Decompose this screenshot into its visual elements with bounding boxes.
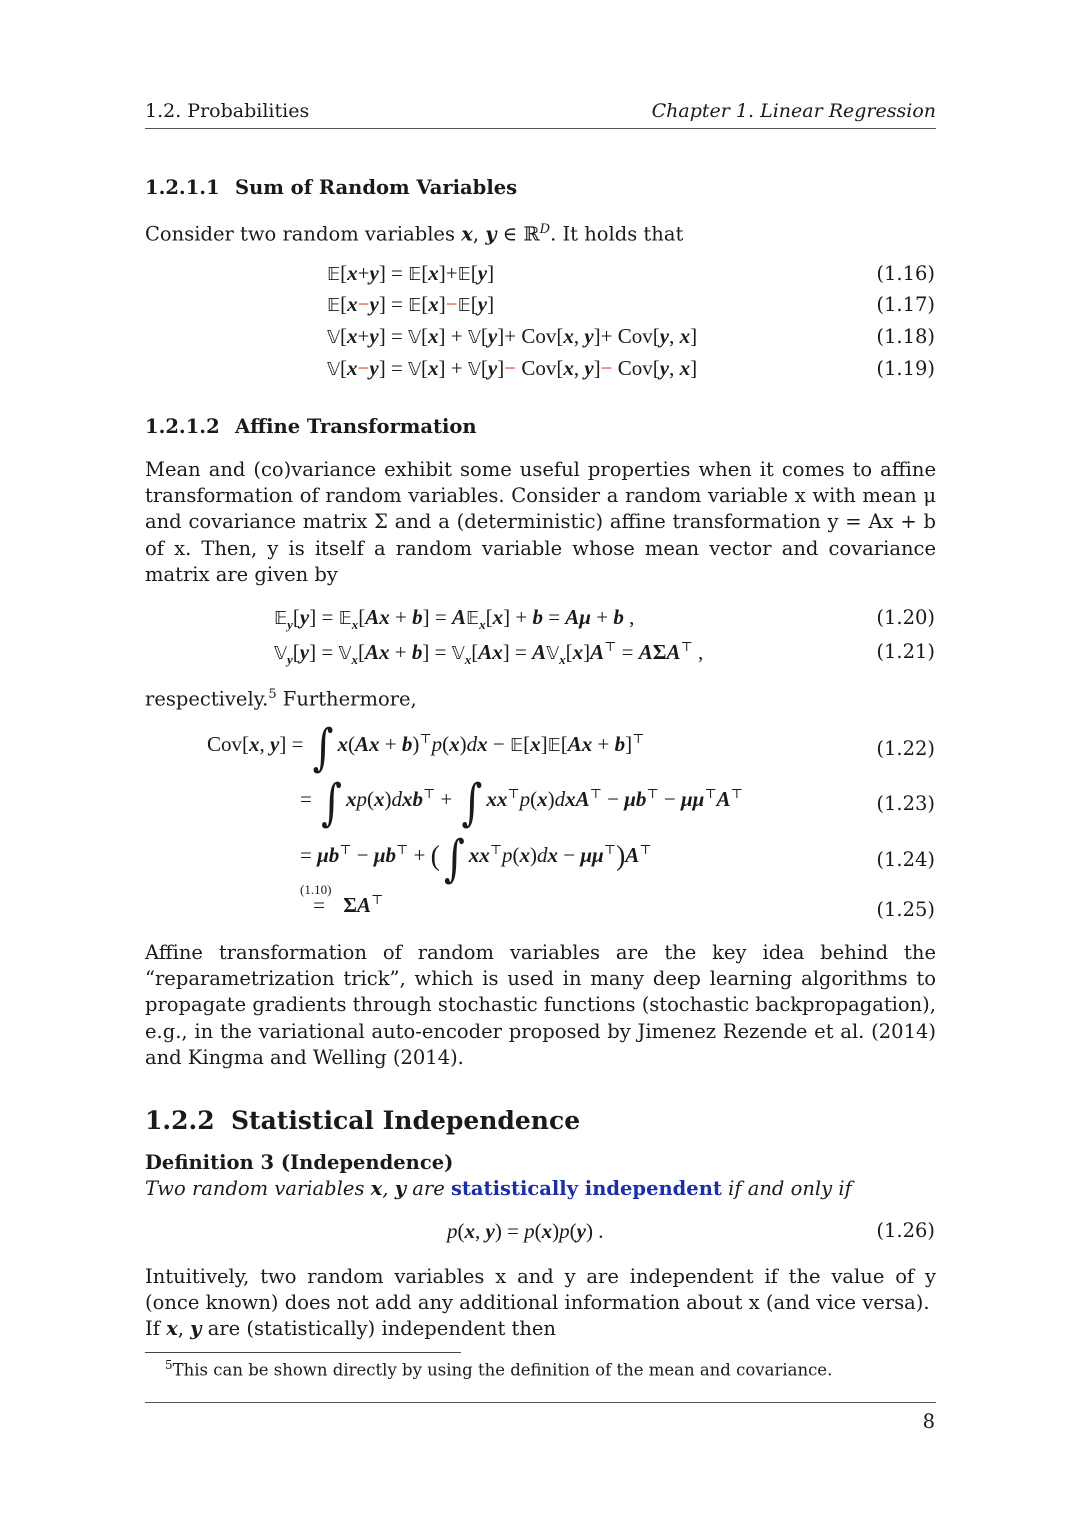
footnote-rule — [145, 1352, 461, 1353]
if-independent-line: If x, y are (statistically) independent then — [145, 1317, 556, 1340]
footnote — [165, 1358, 832, 1380]
equation-number: (1.18) — [876, 325, 935, 348]
definition-heading: Definition 3 (Independence) — [145, 1151, 454, 1174]
section-number: 1.2.1.1 — [145, 176, 220, 199]
footnote-text: This can be shown directly by using the definition of the mean and covariance. — [172, 1360, 833, 1380]
reference-label: (1.10) — [300, 882, 332, 897]
equation-1-20: 𝔼$_y$[y] = 𝔼$_x$[Ax + b] = A𝔼$_x$[x] + b = Aμ + b , — [274, 605, 635, 633]
respectively-line: respectively.$^5$ Furthermore, — [145, 687, 417, 711]
equation-1-24: = μb⊤ − μb⊤ + ( ∫ xx⊤p(x)dx − μμ⊤)A⊤ — [300, 830, 652, 888]
equation-number: (1.17) — [876, 293, 935, 316]
reparametrization-paragraph: Affine transformation of random variables are the key idea behind the “reparametrization trick”, which is used in many deep learning algorithms to propagate gradients through stochastic functions (stochastic backpropagation), e.g., in the variational auto-encoder proposed by Jimenez Rezende et al. (2014) and Kingma and Welling (2014). — [145, 941, 936, 1069]
equation-1-23: = ∫ xp(x)dxb⊤ + ∫ xx⊤p(x)dxA⊤ − μb⊤ − μμ⊤A⊤ — [300, 774, 743, 832]
equation-1-21: 𝕍$_y$[y] = 𝕍$_x$[Ax + b] = 𝕍$_x$[Ax] = A𝕍$_x$[x]A⊤ = AΣA⊤ , — [274, 639, 704, 668]
section-number: 1.2.1.2 — [145, 415, 220, 438]
section-title: Statistical Independence — [231, 1106, 581, 1135]
intuition-paragraph: Intuitively, two random variables x and y are independent if the value of y (once known) does not add any additional information about x (and vice versa). — [145, 1265, 936, 1315]
subsubsection-heading-affine — [145, 415, 477, 438]
running-header — [145, 100, 936, 129]
equation-number: (1.20) — [876, 606, 935, 629]
equation-1-26: p(x, y) = p(x)p(y) . — [447, 1219, 604, 1243]
footnote-marker: 5 — [165, 1358, 173, 1372]
footnote-marker: 5 — [268, 687, 277, 702]
section-title: Affine Transformation — [235, 415, 477, 438]
equation-number: (1.19) — [876, 357, 935, 380]
definition-body: Two random variables x, y are statistically independent if and only if — [145, 1177, 852, 1200]
section-number: 1.2.2 — [145, 1106, 215, 1135]
equation-1-18: 𝕍[x+y] = 𝕍[x] + 𝕍[y]+ Cov[x, y]+ Cov[y, x] — [327, 324, 698, 348]
section-title: Sum of Random Variables — [235, 176, 518, 199]
equation-number: (1.21) — [876, 640, 935, 663]
equation-number: (1.25) — [876, 898, 935, 921]
equation-1-16: 𝔼[x+y] = 𝔼[x]+𝔼[y] — [327, 261, 495, 285]
equation-number: (1.23) — [876, 792, 935, 815]
equation-number: (1.16) — [876, 262, 935, 285]
footer-rule — [145, 1402, 936, 1403]
equation-1-22: Cov[x, y] = ∫ x(Ax + b)⊤p(x)dx − 𝔼[x]𝔼[Ax + b]⊤ — [207, 719, 645, 777]
statistically-independent-link[interactable]: statistically independent — [450, 1177, 722, 1200]
equation-1-17: 𝔼[x−y] = 𝔼[x]−𝔼[y] — [327, 292, 495, 316]
equation-1-19: 𝕍[x−y] = 𝕍[x] + 𝕍[y]− Cov[x, y]− Cov[y, x] — [327, 356, 698, 380]
intro-paragraph: Consider two random variables x, y ∈ ℝ$^D$. It holds that — [145, 222, 684, 246]
header-section: 1.2. Probabilities — [145, 100, 310, 122]
header-chapter: Chapter 1. Linear Regression — [651, 100, 936, 122]
affine-paragraph: Mean and (co)variance exhibit some useful properties when it comes to affine transformation of random variables. Consider a random variable x with mean μ and covariance matrix Σ and a (deterministic) affine transformation y = Ax + b of x. Then, y is itself a random variable whose mean vector and covariance matrix are given by — [145, 458, 936, 586]
equation-number: (1.22) — [876, 737, 935, 760]
subsubsection-heading-sum — [145, 176, 517, 199]
equation-1-25: (1.10) = ΣA⊤ — [300, 882, 384, 917]
equation-number: (1.26) — [876, 1219, 935, 1242]
page-number: 8 — [922, 1410, 935, 1433]
subsection-heading-independence — [145, 1106, 580, 1135]
equation-number: (1.24) — [876, 848, 935, 871]
